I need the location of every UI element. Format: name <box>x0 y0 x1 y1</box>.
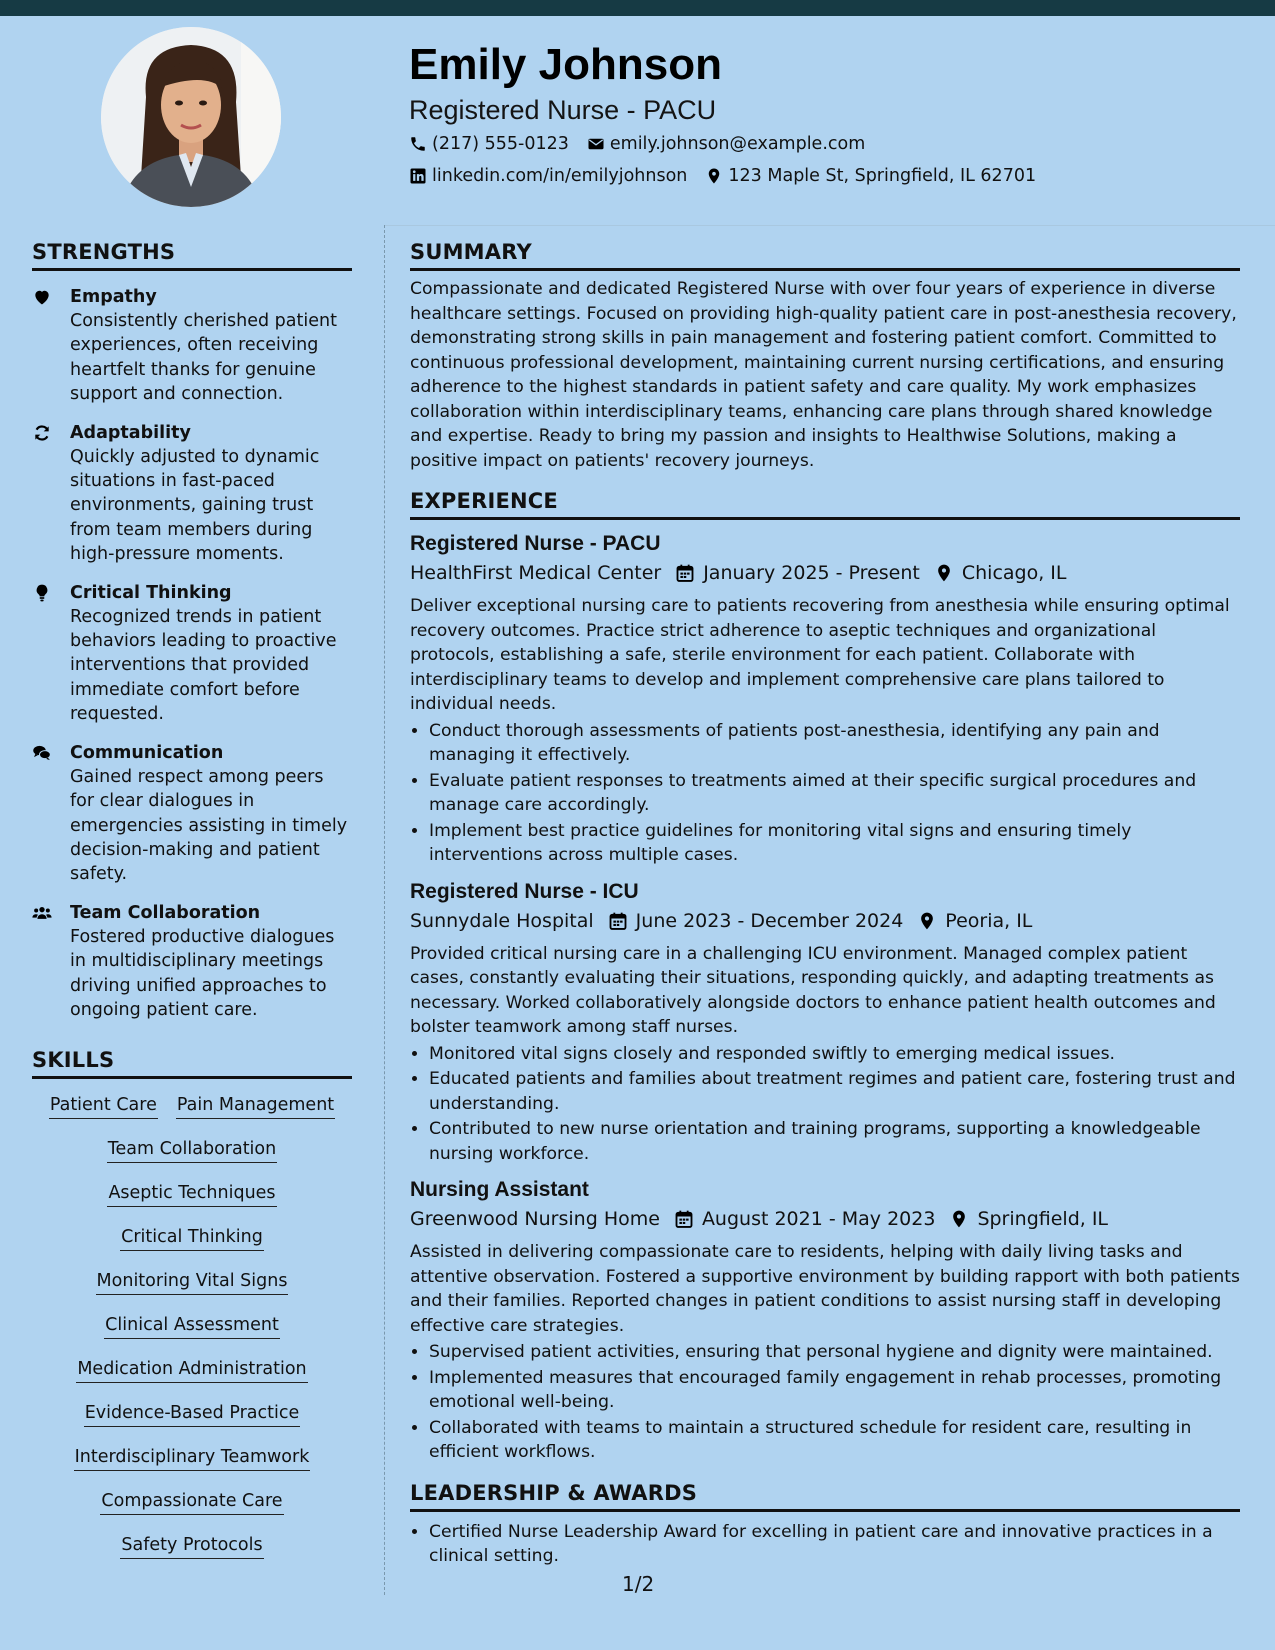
skill-tag: Monitoring Vital Signs <box>96 1269 289 1295</box>
experience-heading: EXPERIENCE <box>410 489 1240 520</box>
skill-tag: Aseptic Techniques <box>107 1181 276 1207</box>
skill-tag: Pain Management <box>176 1093 335 1119</box>
candidate-name: Emily Johnson <box>409 40 722 89</box>
strength-item <box>32 285 352 407</box>
phone-text: (217) 555-0123 <box>432 134 569 154</box>
strength-desc: Recognized trends in patient behaviors leading to proactive interventions that provided immediate comfort before requested. <box>70 606 337 725</box>
strength-title: Communication <box>70 742 224 763</box>
skills-heading: SKILLS <box>32 1048 352 1079</box>
strength-item <box>32 901 352 1023</box>
job-bullet: • Supervised patient activities, ensuring that personal hygiene and dignity were maintained. <box>429 1340 1240 1365</box>
strength-desc: Fostered productive dialogues in multidisciplinary meetings driving unified approaches to ongoing patient care. <box>70 926 335 1020</box>
lightbulb-icon <box>32 583 52 603</box>
page-number: 1/2 <box>622 1572 655 1596</box>
job-bullets <box>410 719 1240 868</box>
envelope-icon <box>587 135 605 153</box>
calendar-icon <box>608 911 628 931</box>
strength-item <box>32 421 352 567</box>
refresh-icon <box>32 423 52 443</box>
job-meta <box>410 906 1240 936</box>
job-bullet: • Conduct thorough assessments of patients post-anesthesia, identifying any pain and managing it effectively. <box>429 719 1240 768</box>
contact-row-2 <box>409 166 1036 186</box>
map-pin-icon <box>949 1209 969 1229</box>
linkedin-icon <box>409 167 427 185</box>
job-company: HealthFirst Medical Center <box>410 562 662 584</box>
job-bullet: • Monitored vital signs closely and responded swiftly to emerging medical issues. <box>429 1042 1240 1067</box>
users-icon <box>32 903 52 923</box>
strength-title: Critical Thinking <box>70 582 232 603</box>
job-bullets <box>410 1340 1240 1465</box>
candidate-title: Registered Nurse - PACU <box>409 95 717 125</box>
job-title: Registered Nurse - PACU <box>410 532 661 555</box>
skill-tag: Interdisciplinary Teamwork <box>74 1445 311 1471</box>
job-bullet: • Collaborated with teams to maintain a structured schedule for resident care, resulting in efficient workflows. <box>429 1416 1240 1465</box>
strength-desc: Gained respect among peers for clear dialogues in emergencies assisting in timely decision-making and patient safety. <box>70 766 348 885</box>
leadership-list <box>410 1520 1240 1569</box>
job-bullet: • Evaluate patient responses to treatments aimed at their specific surgical procedures and manage care accordingly. <box>429 769 1240 818</box>
phone-icon <box>409 135 427 153</box>
strength-title: Empathy <box>70 287 157 307</box>
leadership-heading: LEADERSHIP & AWARDS <box>410 1481 1240 1512</box>
strength-item <box>32 581 352 727</box>
contact-row-1 <box>409 134 865 154</box>
job-entry <box>410 878 1240 1167</box>
job-description: Deliver exceptional nursing care to patients recovering from anesthesia while ensuring optimal recovery outcomes. Practice strict adherence to aseptic techniques and organizational protocols, establishing a safe, sterile environment for each patient. Collaborate with interdisciplinary teams to develop and implement comprehensive care plans tailored to individual needs. <box>410 596 1230 714</box>
job-location: Springfield, IL <box>977 1208 1109 1230</box>
job-company: Sunnydale Hospital <box>410 909 594 932</box>
job-meta <box>410 1204 1240 1234</box>
chat-bubbles-icon <box>32 743 52 763</box>
job-company: Greenwood Nursing Home <box>410 1208 660 1230</box>
right-column <box>410 240 1240 1569</box>
job-location: Peoria, IL <box>945 909 1033 932</box>
skill-tag: Compassionate Care <box>100 1489 283 1515</box>
linkedin-text: linkedin.com/in/emilyjohnson <box>432 166 688 186</box>
job-bullet: • Implement best practice guidelines for monitoring vital signs and ensuring timely interventions across multiple cases. <box>429 819 1240 868</box>
job-bullet: • Contributed to new nurse orientation and training programs, supporting a knowledgeable nursing workforce. <box>429 1117 1240 1166</box>
left-column <box>32 240 352 1559</box>
job-entry <box>410 530 1240 868</box>
job-bullet: • Educated patients and families about treatment regimes and patient care, fostering trust and understanding. <box>429 1067 1240 1116</box>
skill-tag: Critical Thinking <box>120 1225 264 1251</box>
job-entry <box>410 1176 1240 1465</box>
summary-text: Compassionate and dedicated Registered Nurse with over four years of experience in diverse healthcare settings. Focused on providing high-quality patient care in post-anesthesia recovery, demonstrating strong skills in pain management and fostering patient comfort. Committed to continuous professional development, maintaining current nursing certifications, and ensuring adherence to the highest standards in patient safety and care quality. My work emphasizes collaboration within interdisciplinary teams, enhancing care plans through shared knowledge and expertise. Ready to bring my passion and insights to Healthwise Solutions, making a positive impact on patients' recovery journeys. <box>410 279 1237 471</box>
job-dates: January 2025 - Present <box>703 562 920 584</box>
leadership-item: • Certified Nurse Leadership Award for excelling in patient care and innovative practices in a clinical setting. <box>429 1520 1240 1569</box>
map-pin-icon <box>934 563 954 583</box>
map-pin-icon <box>705 167 723 185</box>
email-text: emily.johnson@example.com <box>609 134 866 154</box>
job-location: Chicago, IL <box>961 562 1067 584</box>
job-title: Nursing Assistant <box>410 1178 589 1201</box>
job-description: Provided critical nursing care in a challenging ICU environment. Managed complex patient cases, constantly evaluating their situations, responding quickly, and adapting treatments as necessary. Worked collaboratively alongside doctors to enhance patient health outcomes and bolster teamwork among staff nurses. <box>410 943 1216 1037</box>
contact-linkedin[interactable] <box>409 166 687 186</box>
calendar-icon <box>675 563 695 583</box>
strength-desc: Quickly adjusted to dynamic situations in fast-paced environments, gaining trust from team members during high-pressure moments. <box>70 446 320 565</box>
skill-tag: Team Collaboration <box>107 1137 277 1163</box>
top-accent-bar <box>0 0 1275 16</box>
column-divider <box>384 225 385 1595</box>
contact-email[interactable] <box>587 134 865 154</box>
skill-tag: Clinical Assessment <box>104 1313 280 1339</box>
calendar-icon <box>674 1209 694 1229</box>
profile-photo <box>101 27 281 207</box>
skill-tag: Medication Administration <box>76 1357 307 1383</box>
job-description: Assisted in delivering compassionate care to residents, helping with daily living tasks and attentive observation. Fostered a supportive environment by building rapport with both patients and their families. Reported changes in patient conditions to assist nursing staff in developing effective care strategies. <box>410 1242 1240 1336</box>
strength-title: Team Collaboration <box>70 902 261 923</box>
heart-icon <box>32 287 52 307</box>
strength-title: Adaptability <box>70 422 191 443</box>
summary-heading: SUMMARY <box>410 240 1240 271</box>
strength-desc: Consistently cherished patient experiences, often receiving heartfelt thanks for genuine support and connection. <box>70 311 337 405</box>
address-text: 123 Maple St, Springfield, IL 62701 <box>728 166 1037 186</box>
job-bullets <box>410 1042 1240 1167</box>
contact-address <box>705 166 1036 186</box>
skill-tag: Safety Protocols <box>120 1533 263 1559</box>
job-title: Registered Nurse - ICU <box>410 879 639 903</box>
skill-tag: Evidence-Based Practice <box>84 1401 301 1427</box>
contact-phone[interactable] <box>409 134 569 154</box>
job-meta <box>410 558 1240 588</box>
skills-list <box>32 1093 352 1559</box>
job-dates: June 2023 - December 2024 <box>635 909 904 932</box>
job-dates: August 2021 - May 2023 <box>701 1208 936 1230</box>
job-bullet: • Implemented measures that encouraged family engagement in rehab processes, promoting emotional well-being. <box>429 1366 1240 1415</box>
strength-item <box>32 741 352 887</box>
header-divider <box>385 225 1275 226</box>
map-pin-icon <box>917 911 937 931</box>
skill-tag: Patient Care <box>49 1093 158 1119</box>
strengths-heading: STRENGTHS <box>32 240 352 271</box>
